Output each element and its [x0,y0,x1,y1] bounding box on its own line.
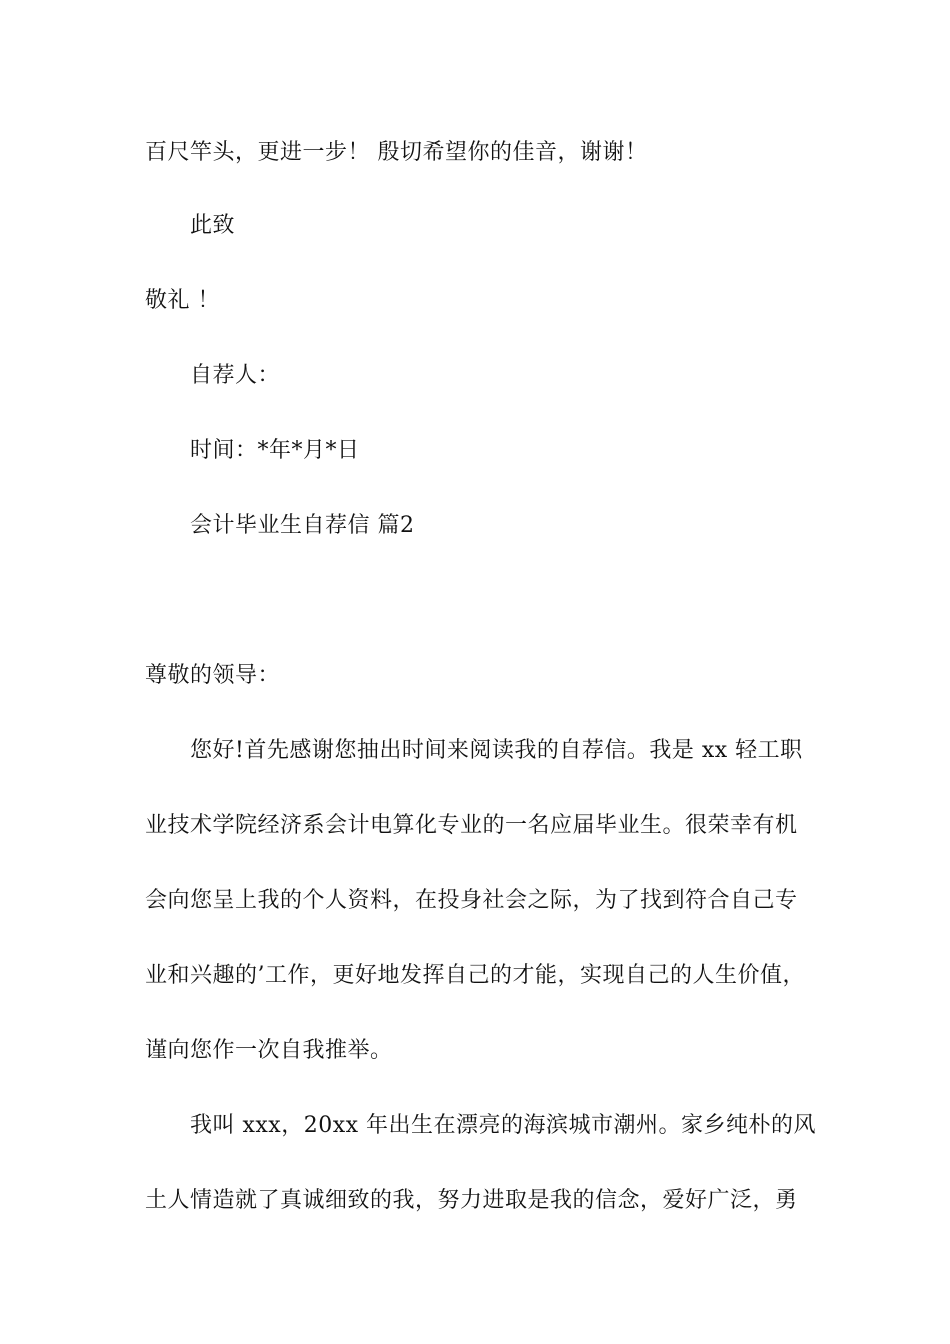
body-paragraph-1-line-4: 业和兴趣的’工作，更好地发挥自己的才能，实现自己的人生价值， [145,963,805,988]
body-paragraph-2-line-1: 我叫 xxx，20xx 年出生在漂亮的海滨城市潮州。家乡纯朴的风 [190,1113,817,1138]
section-heading: 会计毕业生自荐信 篇2 [190,513,415,538]
body-paragraph-2-line-2: 土人情造就了真诚细致的我，努力进取是我的信念，爱好广泛，勇 [145,1188,798,1213]
salutation-jingli: 敬礼 ！ [145,288,220,313]
body-paragraph-1-line-1: 您好!首先感谢您抽出时间来阅读我的自荐信。我是 xx 轻工职 [190,738,803,763]
body-paragraph-1-line-3: 会向您呈上我的个人资料，在投身社会之际，为了找到符合自己专 [145,888,798,913]
closing-wish-line: 百尺竿头，更进一步！ 殷切希望你的佳音，谢谢！ [145,140,648,165]
signature-label: 自荐人： [190,363,281,388]
greeting-line: 尊敬的领导： [145,663,281,688]
body-paragraph-1-line-2: 业技术学院经济系会计电算化专业的一名应届毕业生。很荣幸有机 [145,813,798,838]
body-paragraph-1-line-5: 谨向您作一次自我推举。 [145,1038,393,1063]
date-line: 时间：*年*月*日 [190,438,360,463]
salutation-cizhi: 此致 [190,213,236,238]
